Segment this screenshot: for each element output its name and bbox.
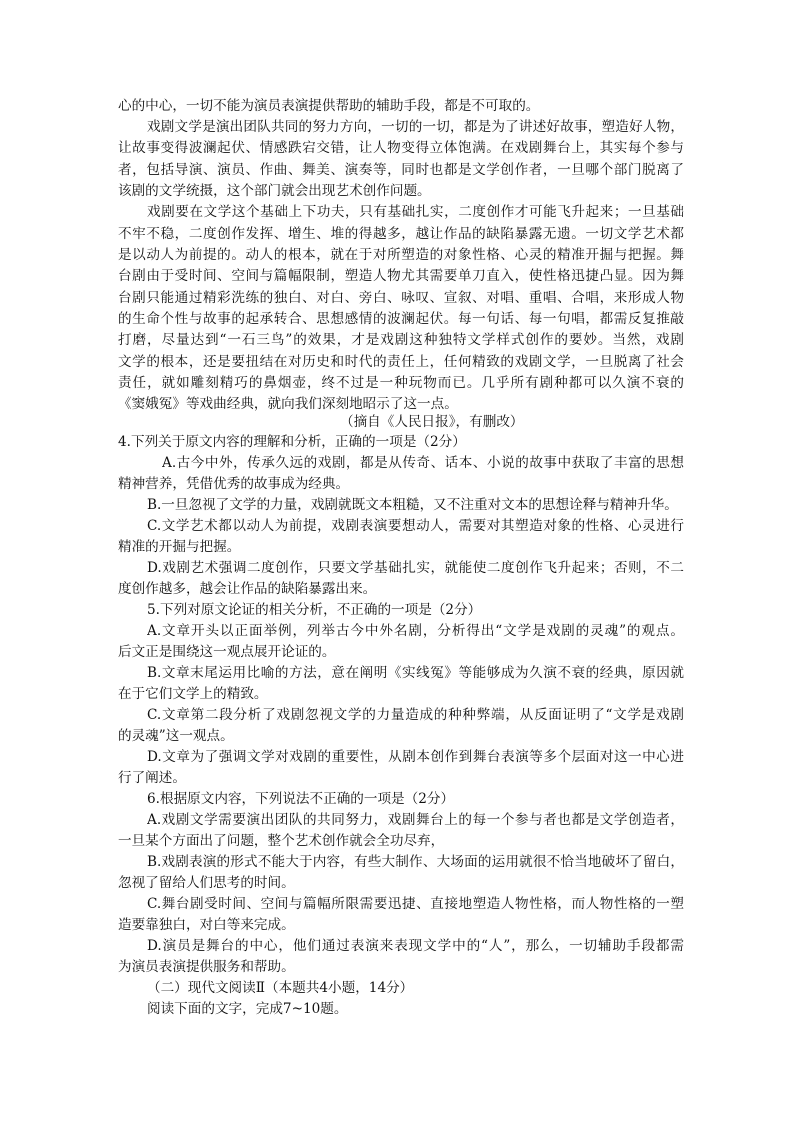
question-4-option-c: 精准的开掘与把握。 xyxy=(118,539,241,555)
paragraph-line: 戏剧文学是演出团队共同的努力方向，一切的一切，都是为了讲述好故事，塑造好人物， xyxy=(147,119,684,135)
paragraph-line: 该剧的文学统摄，这个部门就会出现艺术创作问题。 xyxy=(118,183,431,199)
paragraph-line: 者，包括导演、演员、作曲、舞美、演奏等，同时也都是文学创作者，一旦哪个部门脱离了 xyxy=(118,162,684,178)
question-4-option-a: 精神营养，凭借优秀的故事成为经典。 xyxy=(118,476,350,492)
question-5-option-d: 行了阐述。 xyxy=(118,770,186,786)
question-6-option-d: D.演员是舞台的中心，他们通过表演来表现文学中的“人”，那么，一切辅助手段都需 xyxy=(147,938,684,954)
source-citation: （摘自《人民日报》，有删改） xyxy=(340,414,524,430)
question-6-option-a: 一旦某个方面出了问题，整个艺术创作就会全功尽弃， xyxy=(118,833,445,849)
question-6-option-b: 忽视了留给人们思考的时间。 xyxy=(118,875,295,891)
question-5-option-c: C.文章第二段分析了戏剧忽视文学的力量造成的种种弊端，从反面证明了“文学是戏剧 xyxy=(147,707,684,723)
paragraph-line: 台剧只能通过精彩洗练的独白、对白、旁白、咏叹、宣叙、对唱、重唱、合唱，来形成人物 xyxy=(118,290,684,306)
paragraph-line: 戏剧要在文学这个基础上下功夫，只有基础扎实，二度创作才可能飞升起来；一旦基础 xyxy=(147,204,684,220)
question-6-option-b: B.戏剧表演的形式不能大于内容，有些大制作、大场面的运用就很不恰当地破坏了留白， xyxy=(147,854,684,870)
question-6-option-c: 造要靠独白，对白等来完成。 xyxy=(118,917,295,933)
paragraph-line: 不牢不稳，二度创作发挥、增生、堆的得越多，越让作品的缺陷暴露无遗。一切文学艺术都 xyxy=(118,226,684,242)
paragraph-line: 心的中心，一切不能为演员表演提供帮助的辅助手段，都是不可取的。 xyxy=(118,98,540,114)
section-heading: （二）现代文阅读Ⅱ（本题共4小题，14分） xyxy=(147,980,414,996)
section-instruction: 阅读下面的文字，完成7~10题。 xyxy=(147,1001,348,1017)
paragraph-line: 让故事变得波澜起伏、情感跌宕交错，让人物变得立体饱满。在戏剧舞台上，其实每个参与 xyxy=(118,140,684,156)
question-4-stem: 4.下列关于原文内容的理解和分析，正确的一项是（2分） xyxy=(118,434,466,450)
question-4-option-a: A.古今中外，传承久远的戏剧，都是从传奇、话本、小说的故事中获取了丰富的思想 xyxy=(162,455,684,471)
question-4-option-d: D.戏剧艺术强调二度创作，只要文学基础扎实，就能使二度创作飞升起来；否则，不二 xyxy=(147,560,684,576)
paragraph-line: 《窦娥冤》等戏曲经典，就向我们深刻地昭示了这一点。 xyxy=(118,396,458,412)
question-5-option-c: 的灵魂”这一观点。 xyxy=(118,728,234,744)
paragraph-line: 台剧由于受时间、空间与篇幅限制，塑造人物尤其需要单刀直入，使性格迅捷凸显。因为舞 xyxy=(118,268,684,284)
paragraph-line: 的生命个性与故事的起承转合、思想感情的波澜起伏。每一句话、每一句唱，都需反复推敲 xyxy=(118,311,684,327)
question-6-option-a: A.戏剧文学需要演出团队的共同努力，戏剧舞台上的每一个参与者也都是文学创造者， xyxy=(147,812,684,828)
paragraph-line: 文学的根本，还是要扭结在对历史和时代的责任上，任何精致的戏剧文学，一旦脱离了社会 xyxy=(118,354,684,370)
question-6-option-c: C.舞台剧受时间、空间与篇幅所限需要迅捷、直接地塑造人物性格，而人物性格的一塑 xyxy=(147,896,684,912)
question-5-option-a: A.文章开头以正面举例，列举古今中外名剧，分析得出“文学是戏剧的灵魂”的观点。 xyxy=(147,623,684,639)
question-6-option-d: 为演员表演提供服务和帮助。 xyxy=(118,959,295,975)
paragraph-line: 打磨，尽量达到“一石三鸟”的效果，才是戏剧这种独特文学样式创作的要妙。当然，戏剧 xyxy=(118,332,684,348)
question-5-option-a: 后文正是围绕这一观点展开论证的。 xyxy=(118,644,336,660)
question-5-option-d: D.文章为了强调文学对戏剧的重要性，从剧本创作到舞台表演等多个层面对这一中心进 xyxy=(147,749,684,765)
question-6-stem: 6.根据原文内容，下列说法不正确的一项是（2分） xyxy=(147,791,455,807)
question-4-option-d: 度创作越多，越会让作品的缺陷暴露出来。 xyxy=(118,581,377,597)
question-5-option-b: 在于它们文学上的精致。 xyxy=(118,686,268,702)
paragraph-line: 是以动人为前提的。动人的根本，就在于对所塑造的对象性格、心灵的精准开掘与把握。舞 xyxy=(118,247,684,263)
paragraph-line: 责任，就如雕刻精巧的鼻烟壶，终不过是一种玩物而已。几乎所有剧种都可以久演不衰的 xyxy=(118,375,684,391)
question-5-stem: 5.下列对原文论证的相关分析，不正确的一项是（2分） xyxy=(147,602,482,618)
question-5-option-b: B.文章末尾运用比喻的方法，意在阐明《实线冤》等能够成为久演不衰的经典，原因就 xyxy=(147,665,684,681)
question-4-option-b: B.一旦忽视了文学的力量，戏剧就既文本粗糙，又不注重对文本的思想诠释与精神升华。 xyxy=(147,497,678,513)
question-4-option-c: C.文学艺术都以动人为前提，戏剧表演要想动人，需要对其塑造对象的性格、心灵进行 xyxy=(147,518,684,534)
